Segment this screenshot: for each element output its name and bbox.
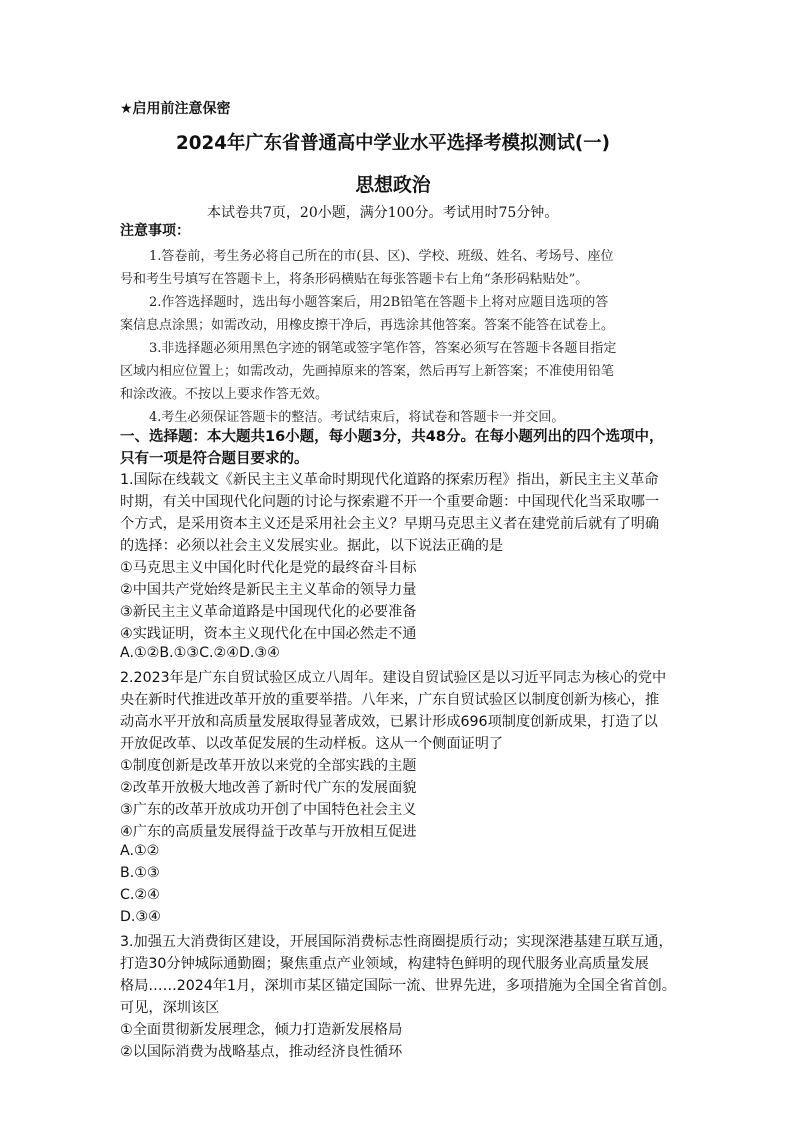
secret-mark: ★启用前注意保密 (120, 101, 231, 117)
q2-item: ②改革开放极大地改善了新时代广东的发展面貌 (120, 780, 417, 796)
q2-item: ③广东的改革开放成功开创了中国特色社会主义 (120, 802, 417, 818)
q3-stem-line: 打造30分钟城际通勤圈；聚焦重点产业领域，构建特色鲜明的现代服务业高质量发展 (120, 956, 649, 972)
q1-stem-line: 的选择：必须以社会主义发展实业。据此，以下说法正确的是 (120, 538, 504, 554)
notice-line: 号和考生号填写在答题卡上，将条形码横贴在每张答题卡右上角“条形码粘贴处”。 (120, 272, 589, 287)
section-heading: 一、选择题：本大题共16小题，每小题3分，共48分。在每小题列出的四个选项中， (120, 429, 664, 445)
q1-item: ②中国共产党始终是新民主主义革命的领导力量 (120, 582, 417, 598)
q3-stem-line: 可见，深圳该区 (120, 1000, 220, 1016)
exam-info: 本试卷共7页，20小题，满分100分。考试用时75分钟。 (207, 205, 559, 221)
q3-stem-line: 3.加强五大消费街区建设，开展国际消费标志性商圈提质行动；实现深港基建互联互通， (120, 934, 673, 950)
q2-stem-line: 开放促改革、以改革促发展的生动样板。这从一个侧面证明了 (120, 736, 504, 752)
q2-item: ①制度创新是改革开放以来党的全部实践的主题 (120, 758, 417, 774)
q1-stem-line: 时期，有关中国现代化问题的讨论与探索避不开一个重要命题：中国现代化当采取哪一 (120, 494, 660, 510)
notice-line: 案信息点涂黑；如需改动，用橡皮擦干净后，再选涂其他答案。答案不能答在试卷上。 (120, 318, 615, 333)
notice-heading: 注意事项： (120, 223, 190, 239)
notice-line: 4.考生必须保证答题卡的整洁。考试结束后，将试卷和答题卡一并交回。 (149, 410, 565, 425)
q2-item: ④广东的高质量发展得益于改革与开放相互促进 (120, 824, 417, 840)
q2-option-c: C.②④ (120, 887, 160, 903)
q2-stem-line: 2.2023年是广东自贸试验区成立八周年。建设自贸试验区是以习近平同志为核心的党中 (120, 670, 667, 686)
subject-title: 思想政治 (355, 174, 431, 196)
q2-option-d: D.③④ (120, 909, 161, 925)
q1-stem-line: 个方式，是采用资本主义还是采用社会主义？早期马克思主义者在建党前后就有了明确 (120, 516, 660, 532)
notice-line: 1.答卷前，考生务必将自己所在的市(县、区)、学校、班级、姓名、考场号、座位 (149, 249, 614, 264)
q3-stem-line: 格局……2024年1月，深圳市某区锚定国际一流、世界先进，多项措施为全国全省首创。 (120, 978, 676, 994)
q1-item: ①马克思主义中国化时代化是党的最终奋斗目标 (120, 560, 417, 576)
q3-item: ②以国际消费为战略基点，推动经济良性循环 (120, 1044, 403, 1060)
notice-line: 2.作答选择题时，选出每小题答案后，用2B铅笔在答题卡上将对应题目选项的答 (149, 295, 609, 310)
q3-item: ①全面贯彻新发展理念，倾力打造新发展格局 (120, 1022, 403, 1038)
q2-stem-line: 央在新时代推进改革开放的重要举措。八年来，广东自贸试验区以制度创新为核心，推 (120, 692, 660, 708)
notice-line: 3.非选择题必须用黑色字迹的钢笔或签字笔作答，答案必须写在答题卡各题目指定 (149, 341, 617, 356)
section-heading-cont: 只有一项是符合题目要求的。 (120, 451, 309, 467)
q1-answer-options: A.①②B.①③C.②④D.③④ (120, 645, 280, 661)
exam-title: 2024年广东省普通高中学业水平选择考模拟测试(一) (176, 133, 610, 154)
notice-line: 区域内相应位置上；如需改动，先画掉原来的答案，然后再写上新答案；不准使用铅笔 (120, 364, 615, 379)
q1-stem-line: 1.国际在线载文《新民主主义革命时期现代化道路的探索历程》指出，新民主主义革命 (120, 472, 659, 488)
q2-option-b: B.①③ (120, 865, 160, 881)
q2-stem-line: 动高水平开放和高质量发展取得显著成效，已累计形成696项制度创新成果，打造了以 (120, 714, 658, 730)
q1-item: ④实践证明，资本主义现代化在中国必然走不通 (120, 626, 417, 642)
q1-item: ③新民主主义革命道路是中国现代化的必要准备 (120, 604, 417, 620)
q2-option-a: A.①② (120, 843, 160, 859)
notice-line: 和涂改液。不按以上要求作答无效。 (120, 387, 329, 402)
